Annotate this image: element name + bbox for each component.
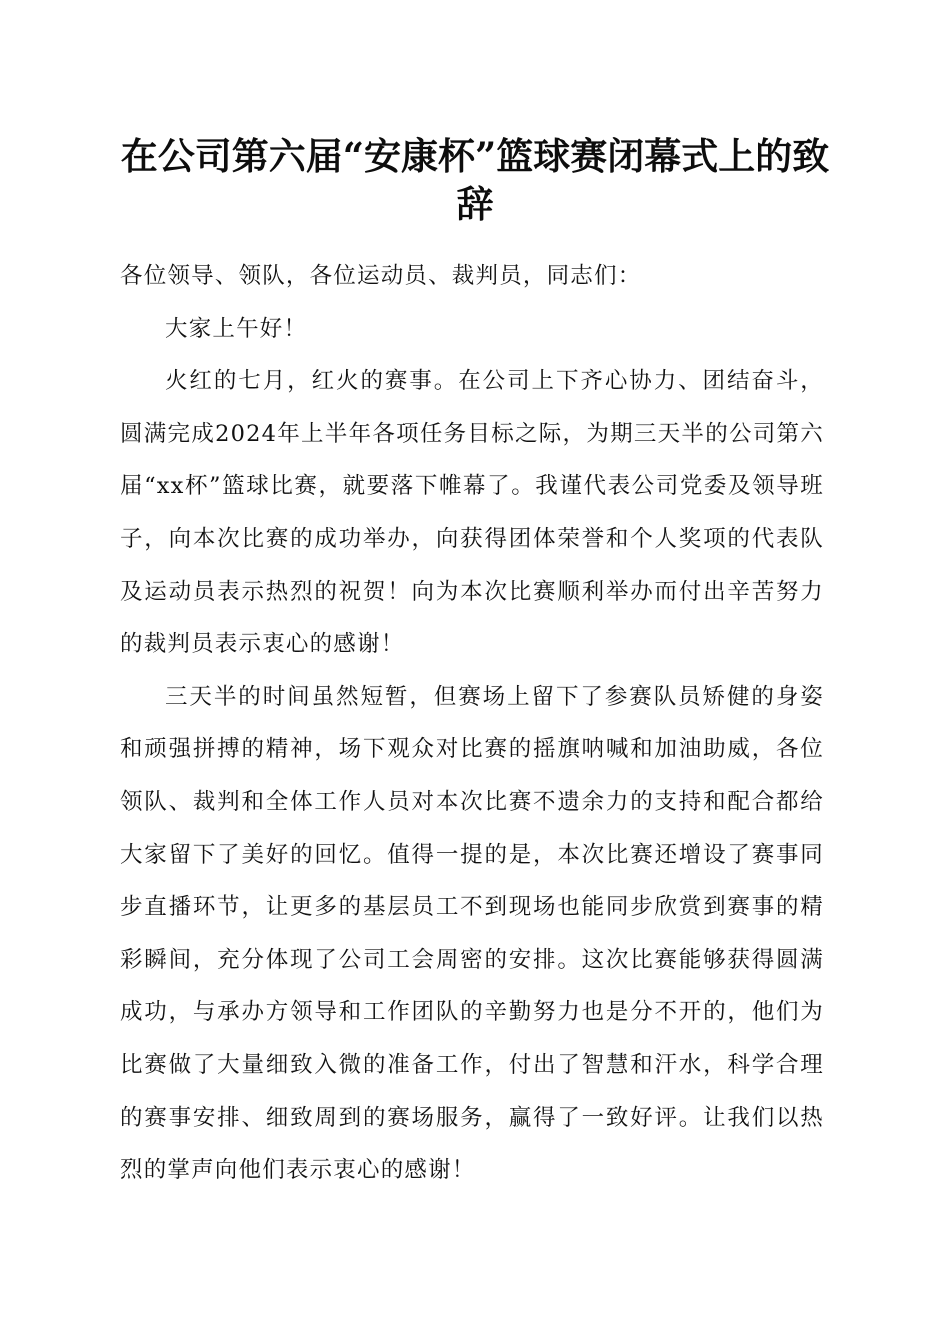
document-title: 在公司第六届“安康杯”篮球赛闭幕式上的致辞 (120, 134, 830, 226)
paragraph-thanks: 三天半的时间虽然短暂，但赛场上留下了参赛队员矫健的身姿和顽强拼搏的精神，场下观众对比赛的摇旗呐喊和加油助威，各位领队、裁判和全体工作人员对本次比赛不遗余力的支持和配合都给大家留下了美好的回忆。值得一提的是，本次比赛还增设了赛事同步直播环节，让更多的基层员工不到现场也能同步欣赏到赛事的精彩瞬间，充分体现了公司工会周密的安排。这次比赛能够获得圆满成功，与承办方领导和工作团队的辛勤努力也是分不开的，他们为比赛做了大量细致入微的准备工作，付出了智慧和汗水，科学合理的赛事安排、细致周到的赛场服务，赢得了一致好评。让我们以热烈的掌声向他们表示衷心的感谢！ (120, 683, 824, 1184)
salutation: 各位领导、领队，各位运动员、裁判员，同志们： (120, 263, 642, 289)
document-body (120, 250, 824, 1197)
paragraph-congratulations: 火红的七月，红火的赛事。在公司上下齐心协力、团结奋斗，圆满完成2024年上半年各项任务目标之际，为期三天半的公司第六届“xx杯”篮球比赛，就要落下帷幕了。我谨代表公司党委及领导班子，向本次比赛的成功举办，向获得团体荣誉和个人奖项的代表队及运动员表示热烈的祝贺！向为本次比赛顺利举办而付出辛苦努力的裁判员表示衷心的感谢！ (120, 368, 824, 658)
paragraph-greeting: 大家上午好！ (165, 315, 308, 342)
